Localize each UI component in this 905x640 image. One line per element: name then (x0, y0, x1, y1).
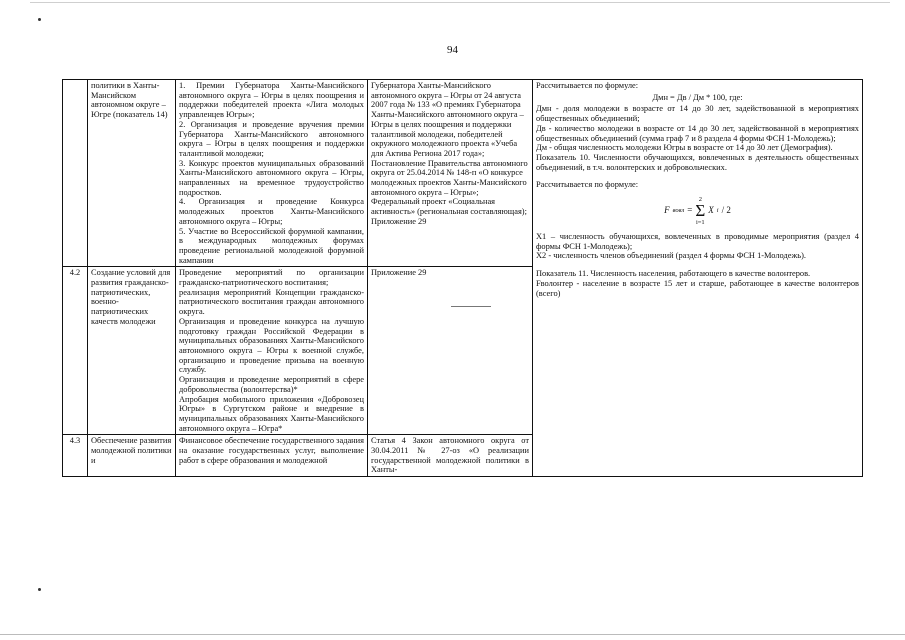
calc-definition: Дмн - доля молодежи в возрасте от 14 до 30 лет, задействованной в мероприятиях общественных объединений; (536, 104, 859, 124)
row-number: 4.2 (63, 267, 88, 435)
legal-item: Постановление Правительства автономного округа от 25.04.2014 № 148-п «О конкурсе молодежных проектов Ханты-Мансийского автономного округа – Югры»; (371, 158, 528, 197)
row-name: Обеспечение развития молодежной политики и (88, 435, 176, 477)
legal-item: Статья 4 Закон автономного округа от 30.04.2011 № 27-оз «О реализации государственной молодежной политики в Ханты- (371, 436, 529, 475)
row-name: Создание условий для развития гражданско-патриотических, военно-патриотических качеств молодежи (88, 267, 176, 435)
formula-lhs: F (664, 205, 670, 216)
calc-definition: Дв - количество молодежи в возрасте от 14 до 30 лет, задействованной в мероприятиях общественных объединений (сумма граф 7 и 8 раздела 4 формы ФСН 1-Молодежь); (536, 123, 859, 143)
row-name: политики в Ханты-Мансийском автономном округе – Югре (показатель 14) (88, 80, 176, 267)
activity-item: 2. Организация и проведение вручения премии Губернатора Ханты-Мансийского автономного округа – Югры в целях поощрения и поддержки талантливой молодежи; (179, 119, 364, 158)
row-legal-basis (368, 435, 533, 477)
activity-item: 1. Премии Губернатора Ханты-Мансийского автономного округа – Югры в целях поощрения и поддержки победителей проекта «Лига молодых управленцев Югры»; (179, 81, 364, 120)
row-activities (176, 80, 368, 267)
row-legal-basis (368, 267, 533, 435)
calc-text: Рассчитывается по формуле: (536, 180, 639, 190)
calc-definition: Дм - общая численность молодежи Югры в возрасте от 14 до 30 лет (Демография). (536, 143, 833, 153)
row-number: 4.3 (63, 435, 88, 477)
scan-edge-bottom (0, 634, 905, 635)
legal-item: Губернатора Ханты-Мансийского автономного округа – Югры от 24 августа 2007 года № 133 «О премиях Губернатора Ханты-Мансийского автономного округа – Югры в целях поощрения и поддержки талантливой молодежи, победителей окружного молодежного проекта «Учеба для Актива Региона 2017 года»; (371, 81, 524, 158)
legal-item: Приложение 29 (371, 216, 427, 226)
page-number: 94 (447, 44, 458, 56)
activity-item: 4. Организация и проведение Конкурса молодежных проектов Ханты-Мансийского автономного округа – Югры; (179, 197, 364, 226)
formula-rhs-sub: i (716, 207, 719, 215)
calc-definition: Fволонтер - население в возрасте 15 лет и старше, работающее в качестве волонтеров (всего) (536, 278, 859, 298)
calc-text: Рассчитывается по формуле: (536, 81, 639, 90)
formula-rhs: X (708, 205, 714, 216)
scan-mark (451, 306, 491, 307)
activity-item: Организация и проведение конкурса на лучшую подготовку граждан Российской Федерации в муниципальных образованиях Ханты-Мансийского автономного округа – Югры к военной службе, организацию и проведение призыва на военную службу. (179, 316, 364, 375)
scan-edge-top (30, 2, 890, 3)
formula-divisor: / 2 (721, 205, 731, 216)
sigma-icon: 2 Σ i=1 (695, 196, 706, 227)
formula-lhs-sub: вовл (672, 207, 685, 215)
legal-item: Приложение 29 (371, 268, 427, 278)
activity-item: Финансовое обеспечение государственного задания на оказание государственных услуг, выполнение работ в сфере образования и молодежной (179, 436, 364, 465)
calc-definition: X1 – численность обучающихся, вовлеченных в проводимые мероприятия (раздел 4 формы ФСН 1-Молодежь); (536, 232, 859, 251)
activity-item: 5. Участие во Всероссийской форумной кампании, в международных молодежных форумах проведение региональной молодежной форумной кампании (179, 226, 364, 265)
activity-item: Проведение мероприятий по организации гражданско-патриотического воспитания; (179, 268, 364, 288)
indicator-10: Показатель 10. Численности обучающихся, вовлеченных в деятельность общественных объединений, в т.ч. волонтерских и добровольческих. (536, 152, 859, 172)
calc-definition: X2 - численность членов объединений (раздел 4 формы ФСН 1-Молодежь). (536, 251, 806, 261)
calculation-methodology (533, 80, 863, 477)
activity-item: реализация мероприятий Концепции гражданско-патриотического воспитания граждан автономного округа. (179, 287, 364, 317)
scan-dot (38, 588, 41, 591)
table-row (63, 80, 863, 267)
row-legal-basis (368, 80, 533, 267)
activity-item: 3. Конкурс проектов муниципальных образований Ханты-Мансийского автономного округа – Югры, направленных на временное трудоустройство подростков. (179, 158, 364, 197)
activity-item: Апробация мобильного приложения «Добровозец Югры» в Сургутском районе и внедрение в муниципальных образованиях Ханты-Мансийского автономного округа – Югра* (179, 394, 364, 433)
legal-item: Федеральный проект «Социальная активность» (региональная составляющая); (371, 197, 527, 217)
program-table (62, 79, 863, 477)
row-activities (176, 267, 368, 435)
scan-dot (38, 18, 41, 21)
sigma-lower: i=1 (695, 219, 705, 227)
formula-share: Дмн = Дв / Дм * 100, где: (652, 92, 743, 102)
row-number (63, 80, 88, 267)
indicator-11: Показатель 11. Численность населения, работающего в качестве волонтеров. (536, 269, 811, 279)
activity-item: Организация и проведение мероприятий в сфере добровольчества (волонтерства)* (179, 375, 364, 394)
sigma-upper: 2 (698, 196, 702, 204)
formula-sum: F вовл = 2 Σ i=1 X i / 2 (664, 196, 731, 227)
row-activities (176, 435, 368, 477)
